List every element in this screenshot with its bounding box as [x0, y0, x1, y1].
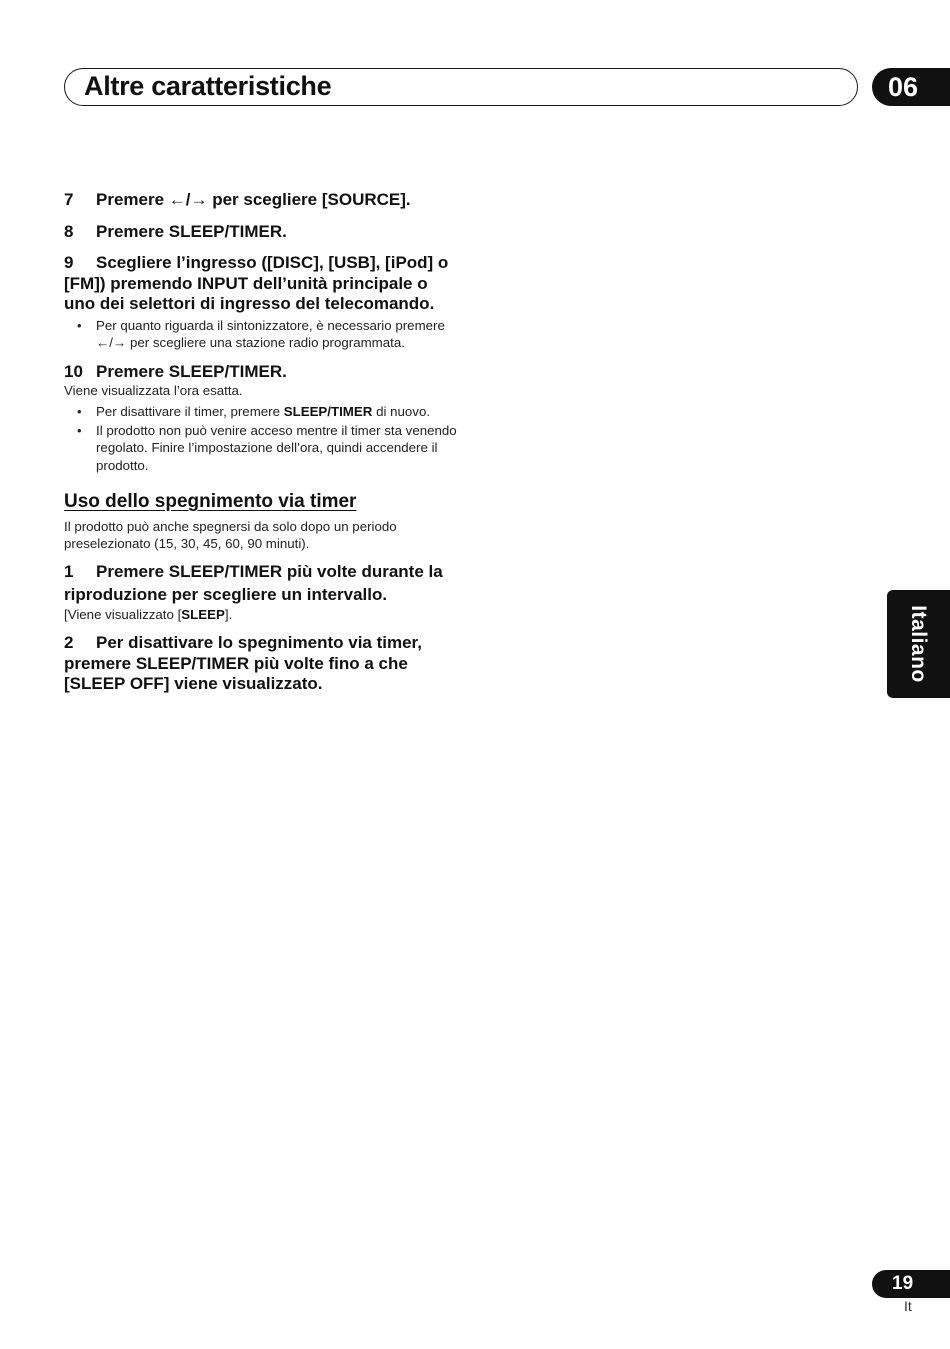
step-10-bullets — [64, 403, 459, 474]
step-text: Premere SLEEP/TIMER. — [96, 361, 287, 381]
key-label: SLEEP — [181, 607, 225, 622]
step-9-bullets — [64, 317, 459, 352]
step-text: Premere SLEEP/TIMER. — [96, 221, 287, 241]
step-text: Premere SLEEP/TIMER più volte durante la riproduzione per scegliere un intervallo. — [64, 562, 443, 604]
chapter-number-tab: 06 — [872, 68, 950, 106]
step-text: Premere ←/→ per scegliere [SOURCE]. — [96, 190, 411, 209]
step-number: 1 — [64, 562, 74, 581]
step-7 — [64, 190, 459, 211]
step-text: Scegliere l’ingresso ([DISC], [USB], [iPod] o [FM]) premendo INPUT dell’unità principale o uno dei selettori di ingresso del telecomando. — [64, 253, 449, 313]
main-column — [64, 190, 459, 695]
sleep-step-2 — [64, 633, 459, 695]
step-text: Per disattivare lo spegnimento via timer, premere SLEEP/TIMER più volte fino a che [SLEEP OFF] viene visualizzato. — [64, 633, 422, 693]
step-8 — [64, 222, 459, 243]
step-10 — [64, 362, 459, 383]
step-10-note: Viene visualizzata l’ora esatta. — [64, 383, 243, 398]
language-code: It — [904, 1298, 912, 1314]
step-9 — [64, 253, 459, 315]
step-number: 7 — [64, 190, 74, 209]
page-title: Altre caratteristiche — [84, 71, 332, 101]
step-number: 2 — [64, 633, 74, 652]
section-intro: Il prodotto può anche spegnersi da solo dopo un periodo preselezionato (15, 30, 45, 60, 90 minuti). — [64, 519, 397, 551]
section-heading: Uso dello spegnimento via timer — [64, 491, 357, 512]
sleep-step-1 — [64, 561, 459, 606]
bullet-item: • Il prodotto non può venire acceso mentre il timer sta venendo regolato. Finire l’impostazione dell’ora, quindi accendere il prodotto. — [64, 422, 459, 475]
sleep-step-1-note: [Viene visualizzato [SLEEP]. — [64, 607, 233, 622]
step-number: 10 — [64, 361, 83, 381]
step-number: 8 — [64, 221, 74, 241]
step-number: 9 — [64, 253, 74, 272]
bullet-item: • Per disattivare il timer, premere SLEEP/TIMER di nuovo. — [64, 403, 459, 421]
page-number-tab: 19 — [872, 1270, 950, 1298]
key-label: SLEEP/TIMER — [283, 404, 373, 419]
bullet-item: • Per quanto riguarda il sintonizzatore, è necessario premere ←/→ per scegliere una stazione radio programmata. — [64, 317, 459, 352]
language-tab-label: Italiano — [907, 605, 930, 683]
language-side-tab — [887, 590, 950, 698]
